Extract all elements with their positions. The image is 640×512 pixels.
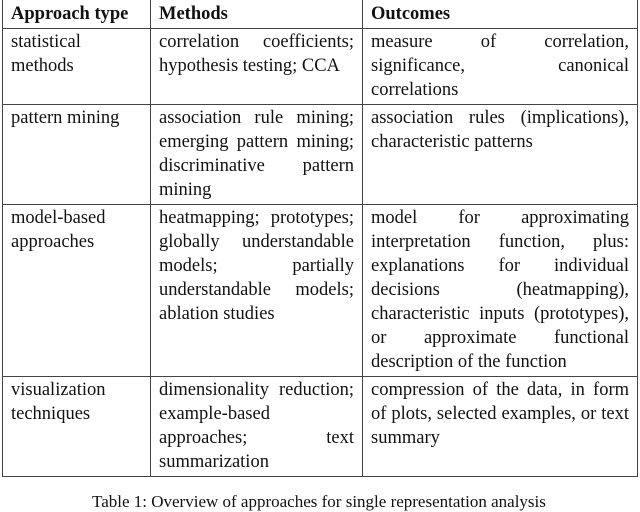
table-row	[3, 29, 638, 105]
header-outcomes: Outcomes	[363, 0, 638, 29]
outcomes-cell: measure of correlation, significance, canonical correlations	[363, 29, 638, 105]
approach-cell: pattern mining	[3, 105, 151, 205]
table-caption: Table 1: Overview of approaches for single representation analysis	[92, 492, 546, 511]
methods-cell: dimensionality reduction; example-based approaches; text summarization	[151, 377, 363, 477]
table-row	[3, 205, 638, 377]
table-row	[3, 105, 638, 205]
table-row	[3, 377, 638, 477]
outcomes-cell: compression of the data, in form of plots, selected examples, or text summary	[363, 377, 638, 477]
methods-cell: heatmapping; prototypes; globally understandable models; partially understandable models; ablation studies	[151, 205, 363, 377]
outcomes-cell: association rules (implications), characteristic patterns	[363, 105, 638, 205]
header-approach: Approach type	[3, 0, 151, 29]
approach-cell: statistical methods	[3, 29, 151, 105]
outcomes-cell: model for approximating interpretation function, plus: explanations for individual decisions (heatmapping), characteristic inputs (prototypes), or approximate functional description of the function	[363, 205, 638, 377]
table-header-row	[3, 0, 638, 29]
approach-cell: model-based approaches	[3, 205, 151, 377]
header-methods: Methods	[151, 0, 363, 29]
methods-cell: association rule mining; emerging pattern mining; discriminative pattern mining	[151, 105, 363, 205]
approaches-table	[2, 0, 638, 477]
approach-cell: visualization techniques	[3, 377, 151, 477]
methods-cell: correlation coefficients; hypothesis testing; CCA	[151, 29, 363, 105]
